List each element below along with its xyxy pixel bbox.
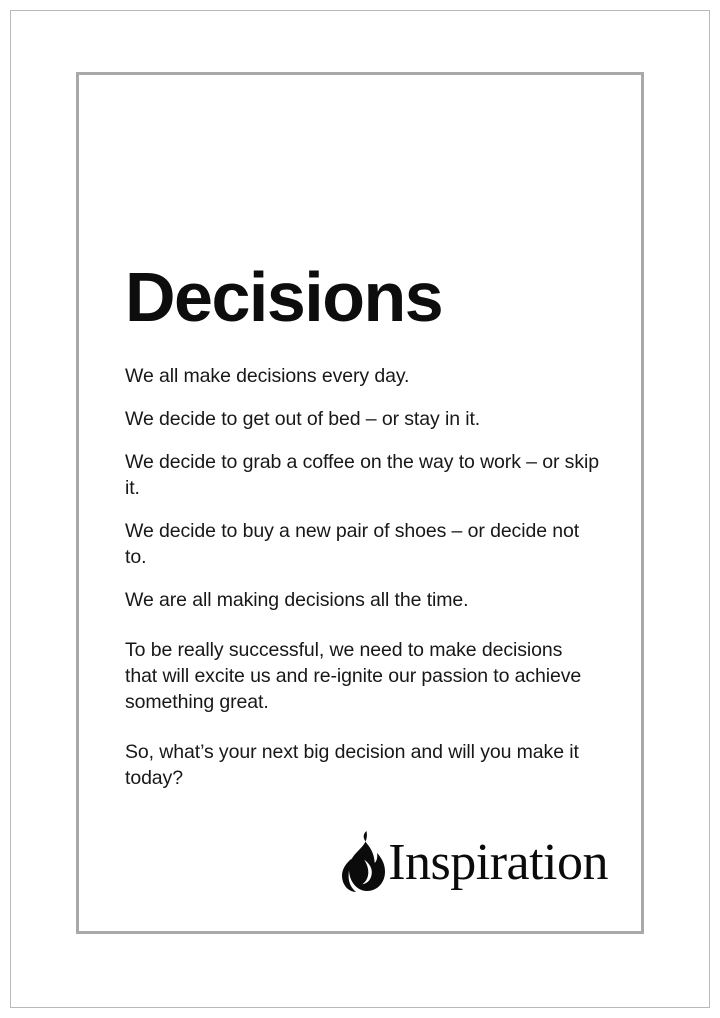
paragraph-4: We decide to buy a new pair of shoes – or decide not to. [125, 520, 580, 568]
paragraph-7: So, what’s your next big decision and will you make it today? [125, 741, 579, 789]
brand-logo [340, 831, 608, 895]
poster-card [76, 72, 644, 934]
body-copy [125, 363, 599, 810]
paragraph-5: We are all making decisions all the time. [125, 589, 469, 611]
paragraph-2: We decide to get out of bed – or stay in it. [125, 408, 481, 430]
flame-icon [340, 831, 386, 895]
poster-card-inner [79, 75, 641, 931]
paragraph-6: To be really successful, we need to make decisions that will excite us and re-ignite our passion to achieve something great. [125, 639, 582, 713]
paragraph-3: We decide to grab a coffee on the way to work – or skip it. [125, 451, 599, 499]
page-title: Decisions [125, 258, 443, 336]
brand-name: Inspiration [388, 834, 608, 891]
paragraph-1: We all make decisions every day. [125, 365, 410, 387]
